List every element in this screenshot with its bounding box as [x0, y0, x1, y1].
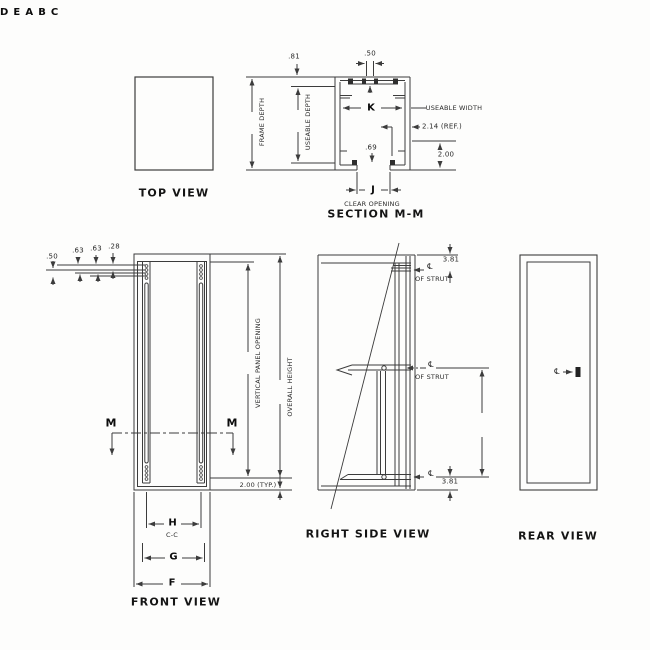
- ref-letter-g: G: [169, 551, 178, 563]
- section-marker-m-right: M: [226, 416, 238, 430]
- dim-label-381-bottom: 3.81: [441, 477, 459, 486]
- rear-view-title: REAR VIEW: [518, 529, 598, 543]
- ref-letter-k: K: [367, 102, 375, 114]
- centerline-symbol-mid: ℄: [428, 360, 434, 369]
- dim-label-63-b: .63: [90, 244, 102, 253]
- dim-label-28: .28: [108, 242, 120, 251]
- top-view-linework: [135, 77, 213, 170]
- dim-label-200-section: 2.00: [437, 150, 455, 159]
- dim-label-81: .81: [288, 52, 300, 61]
- dim-label-69: .69: [365, 143, 377, 152]
- frame-depth-label: FRAME DEPTH: [257, 97, 266, 147]
- centerline-symbol-bottom: ℄: [428, 469, 434, 478]
- dim-label-50-front: .50: [46, 252, 58, 261]
- ref-letter-f: F: [168, 577, 176, 589]
- clear-opening-label: CLEAR OPENING: [344, 199, 400, 208]
- centerline-symbol-rear: ℄: [554, 367, 560, 376]
- useable-width-label: USEABLE WIDTH: [425, 103, 483, 112]
- section-marker-m-left: M: [105, 416, 117, 430]
- front-view-title: FRONT VIEW: [130, 595, 222, 609]
- right-side-view-title: RIGHT SIDE VIEW: [305, 527, 431, 541]
- dim-label-381-top: 3.81: [442, 255, 460, 264]
- top-view-title: TOP VIEW: [138, 186, 210, 200]
- center-to-center-label: C-C: [165, 530, 179, 539]
- ref-letter-j: J: [371, 184, 375, 196]
- centerline-symbol-top: ℄: [427, 262, 433, 271]
- section-mm-title: SECTION M-M: [327, 207, 425, 221]
- dim-label-63-a: .63: [72, 246, 84, 255]
- ref-letter-a: A: [25, 7, 34, 18]
- dim-label-50-section: .50: [364, 49, 376, 58]
- of-strut-top-label: OF STRUT: [415, 274, 449, 283]
- ref-letter-d: D: [0, 7, 9, 18]
- ref-letter-e: E: [13, 7, 21, 18]
- right-side-view-linework: [318, 243, 489, 509]
- ref-letter-h: H: [168, 517, 177, 529]
- useable-depth-label: USEABLE DEPTH: [303, 93, 312, 151]
- dim-label-200-typ: 2.00 (TYP.): [239, 480, 277, 489]
- ref-letter-c: C: [50, 7, 59, 18]
- of-strut-mid-label: OF STRUT: [415, 372, 449, 381]
- vertical-panel-opening-label: VERTICAL PANEL OPENING: [253, 318, 262, 408]
- latch-slot: [576, 367, 581, 377]
- overall-height-label: OVERALL HEIGHT: [285, 357, 294, 417]
- dim-label-214-ref: 2.14 (REF.): [422, 122, 462, 131]
- ref-letter-b: B: [38, 7, 46, 18]
